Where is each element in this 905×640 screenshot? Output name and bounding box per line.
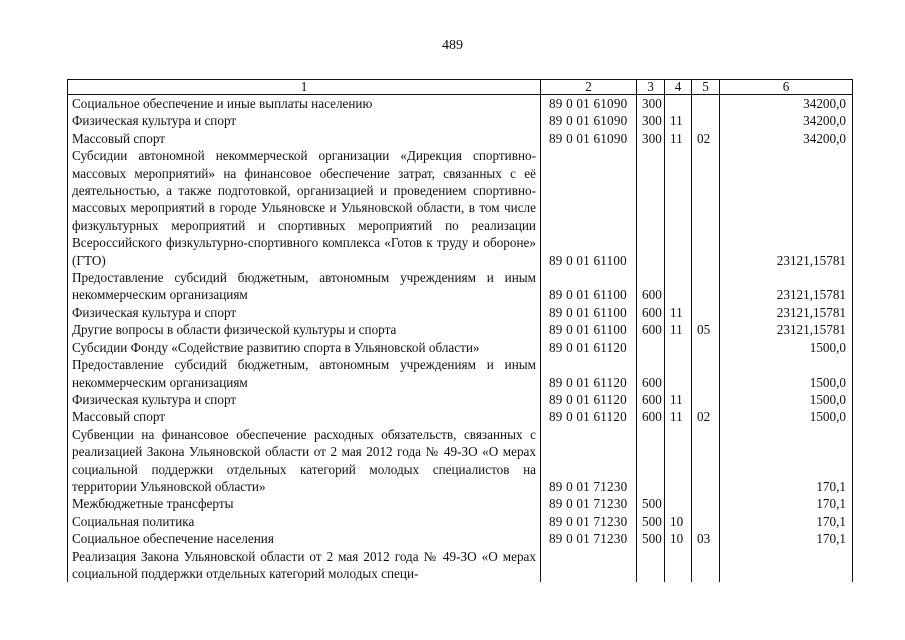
row-expense-type: [637, 426, 665, 496]
row-code: 89 0 01 61090: [541, 95, 637, 113]
row-code: [541, 548, 637, 583]
row-section: [665, 356, 692, 391]
budget-table: [67, 79, 853, 582]
row-expense-type: 600: [637, 391, 665, 408]
row-subsection: 05: [692, 321, 720, 338]
column-header: 6: [720, 80, 853, 95]
row-subsection: [692, 513, 720, 530]
header-row: [68, 80, 853, 95]
row-amount: 170,1: [720, 426, 853, 496]
row-amount: 34200,0: [720, 112, 853, 129]
column-header: 3: [637, 80, 665, 95]
row-subsection: 02: [692, 130, 720, 147]
table-row: [68, 95, 853, 113]
row-amount: 23121,15781: [720, 321, 853, 338]
row-code: 89 0 01 61100: [541, 321, 637, 338]
row-code: 89 0 01 71230: [541, 530, 637, 547]
row-name: Физическая культура и спорт: [68, 112, 541, 129]
row-section: 11: [665, 304, 692, 321]
row-section: [665, 548, 692, 583]
row-subsection: 03: [692, 530, 720, 547]
row-name: Субвенции на финансовое обеспечение расходных обязательств, связанных с реализацией Закона Ульяновской области от 2 мая 2012 года № 49-ЗО «О мерах социальной поддержки отдельных категорий молодых специалистов на территории Ульяновской области»: [68, 426, 541, 496]
table-row: [68, 513, 853, 530]
row-code: 89 0 01 61090: [541, 130, 637, 147]
row-section: 11: [665, 391, 692, 408]
row-amount: 1500,0: [720, 339, 853, 356]
row-subsection: [692, 495, 720, 512]
row-section: [665, 495, 692, 512]
row-subsection: [692, 147, 720, 269]
row-section: 11: [665, 130, 692, 147]
row-amount: 23121,15781: [720, 269, 853, 304]
row-section: [665, 147, 692, 269]
row-expense-type: 600: [637, 269, 665, 304]
row-subsection: [692, 426, 720, 496]
row-code: 89 0 01 61090: [541, 112, 637, 129]
row-section: 11: [665, 112, 692, 129]
table-row: [68, 548, 853, 583]
row-code: 89 0 01 71230: [541, 495, 637, 512]
row-subsection: [692, 112, 720, 129]
column-header: 4: [665, 80, 692, 95]
row-expense-type: 300: [637, 112, 665, 129]
row-amount: [720, 548, 853, 583]
row-subsection: 02: [692, 408, 720, 425]
row-expense-type: 600: [637, 408, 665, 425]
table-row: [68, 304, 853, 321]
row-name: Социальное обеспечение населения: [68, 530, 541, 547]
table-row: [68, 495, 853, 512]
column-header: 1: [68, 80, 541, 95]
row-expense-type: 500: [637, 513, 665, 530]
column-header: 5: [692, 80, 720, 95]
table-body: [68, 95, 853, 583]
table-row: [68, 408, 853, 425]
row-amount: 23121,15781: [720, 147, 853, 269]
column-header: 2: [541, 80, 637, 95]
row-section: [665, 339, 692, 356]
row-name: Социальное обеспечение и иные выплаты населению: [68, 95, 541, 113]
table-row: [68, 147, 853, 269]
row-subsection: [692, 391, 720, 408]
table-row: [68, 530, 853, 547]
row-expense-type: 600: [637, 304, 665, 321]
row-name: Массовый спорт: [68, 408, 541, 425]
row-name: Физическая культура и спорт: [68, 304, 541, 321]
row-section: [665, 95, 692, 113]
table-row: [68, 339, 853, 356]
row-name: Социальная политика: [68, 513, 541, 530]
row-code: 89 0 01 71230: [541, 513, 637, 530]
row-code: 89 0 01 61120: [541, 408, 637, 425]
row-amount: 23121,15781: [720, 304, 853, 321]
row-name: Другие вопросы в области физической культуры и спорта: [68, 321, 541, 338]
row-amount: 34200,0: [720, 130, 853, 147]
row-section: [665, 269, 692, 304]
row-code: 89 0 01 61120: [541, 356, 637, 391]
row-subsection: [692, 356, 720, 391]
row-subsection: [692, 304, 720, 321]
row-name: Физическая культура и спорт: [68, 391, 541, 408]
row-expense-type: 300: [637, 130, 665, 147]
row-expense-type: [637, 339, 665, 356]
table-row: [68, 391, 853, 408]
row-amount: 1500,0: [720, 356, 853, 391]
row-code: 89 0 01 61120: [541, 339, 637, 356]
table-row: [68, 130, 853, 147]
row-name: Массовый спорт: [68, 130, 541, 147]
row-section: 10: [665, 513, 692, 530]
row-name: Реализация Закона Ульяновской области от 2 мая 2012 года № 49-ЗО «О мерах социальной поддержки отдельных категорий молодых специ-: [68, 548, 541, 583]
row-name: Предоставление субсидий бюджетным, автономным учреждениям и иным некоммерческим организациям: [68, 356, 541, 391]
row-code: 89 0 01 61100: [541, 269, 637, 304]
row-amount: 34200,0: [720, 95, 853, 113]
row-amount: 1500,0: [720, 391, 853, 408]
row-amount: 170,1: [720, 530, 853, 547]
row-subsection: [692, 95, 720, 113]
row-expense-type: 500: [637, 495, 665, 512]
row-amount: 170,1: [720, 513, 853, 530]
row-name: Субсидии автономной некоммерческой организации «Дирекция спортивно-массовых мероприятий» на финансовое обеспечение затрат, связанных с её деятельностью, а также подготовкой, организацией и проведением спортивно-массовых мероприятий в городе Ульяновске и Ульяновской области, в том числе физкультурных мероприятий и спортивных мероприятий по реализации Всероссийского физкультурно-спортивного комплекса «Готов к труду и обороне» (ГТО): [68, 147, 541, 269]
row-section: 10: [665, 530, 692, 547]
row-expense-type: 300: [637, 95, 665, 113]
row-code: 89 0 01 61120: [541, 391, 637, 408]
table-row: [68, 426, 853, 496]
row-amount: 170,1: [720, 495, 853, 512]
table-row: [68, 112, 853, 129]
row-code: 89 0 01 61100: [541, 147, 637, 269]
row-section: 11: [665, 321, 692, 338]
row-code: 89 0 01 71230: [541, 426, 637, 496]
row-expense-type: [637, 147, 665, 269]
page-number: 489: [442, 38, 463, 53]
row-subsection: [692, 548, 720, 583]
row-name: Предоставление субсидий бюджетным, автономным учреждениям и иным некоммерческим организациям: [68, 269, 541, 304]
table-row: [68, 269, 853, 304]
row-subsection: [692, 339, 720, 356]
row-subsection: [692, 269, 720, 304]
row-expense-type: [637, 548, 665, 583]
table-row: [68, 356, 853, 391]
row-expense-type: 600: [637, 356, 665, 391]
row-expense-type: 600: [637, 321, 665, 338]
row-section: [665, 426, 692, 496]
row-expense-type: 500: [637, 530, 665, 547]
table-row: [68, 321, 853, 338]
row-name: Субсидии Фонду «Содействие развитию спорта в Ульяновской области»: [68, 339, 541, 356]
row-code: 89 0 01 61100: [541, 304, 637, 321]
row-section: 11: [665, 408, 692, 425]
row-name: Межбюджетные трансферты: [68, 495, 541, 512]
row-amount: 1500,0: [720, 408, 853, 425]
